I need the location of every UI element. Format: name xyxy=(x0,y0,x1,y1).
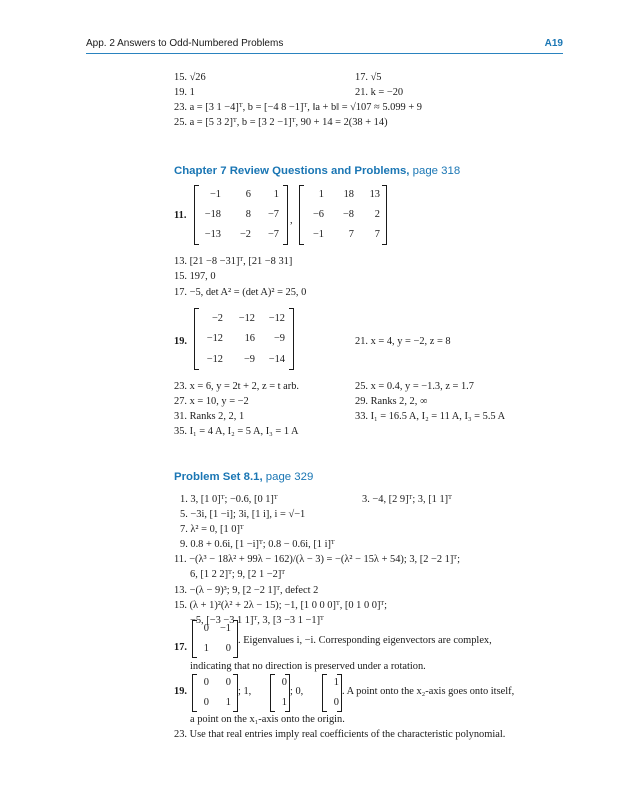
matrix-cell: 1 xyxy=(333,677,339,688)
matrix-cell: −7 xyxy=(267,229,279,240)
ch7-answer-29: 29. Ranks 2, 2, ∞ xyxy=(355,396,428,407)
matrix-cell: 0 xyxy=(333,697,339,708)
matrix-cell: 0 xyxy=(203,697,209,708)
ch7-answer-23: 23. x = 6, y = 2t + 2, z = t arb. xyxy=(174,381,300,392)
matrix-cell: −8 xyxy=(342,209,354,220)
s81-problem-17-label: 17. xyxy=(174,642,187,653)
chapter7-heading xyxy=(174,165,460,177)
s81-answer-7: 7. λ² = 0, [1 0]ᵀ xyxy=(180,524,244,535)
s81-answer-23: 23. Use that real entries imply real coefficients of the characteristic polynomial. xyxy=(174,729,506,740)
matrix-cell: 0 xyxy=(203,677,209,688)
matrix-cell: 0 xyxy=(225,677,231,688)
header-title: App. 2 Answers to Odd-Numbered Problems xyxy=(86,38,284,49)
matrix-cell: −12 xyxy=(206,333,223,344)
s81-p19-mid1: ; 1, xyxy=(238,686,252,697)
chapter7-heading-bold: Chapter 7 Review Questions and Problems, xyxy=(174,165,410,177)
matrix-cell: 7 xyxy=(348,229,354,240)
matrix-cell: −13 xyxy=(204,229,221,240)
ch7-answer-25: 25. x = 0.4, y = −1.3, z = 1.7 xyxy=(355,381,474,392)
s81-answer-13: 13. −(λ − 9)³; 9, [2 −2 1]ᵀ, defect 2 xyxy=(174,585,319,596)
s81-answer-5: 5. −3i, [1 −i]; 3i, [1 i], i = √−1 xyxy=(180,509,306,520)
s81-answer-15b: −5, [−3 −3 1 1]ᵀ, 3, [3 −3 1 −1]ᵀ xyxy=(190,615,324,626)
matrix-cell: −2 xyxy=(211,313,223,324)
s81-p19-vector-2 xyxy=(322,674,342,712)
matrix-separator: , xyxy=(290,215,293,226)
matrix-cell: −9 xyxy=(273,333,285,344)
answer-15: 15. √26 xyxy=(174,72,206,83)
matrix-cell: −2 xyxy=(239,229,251,240)
s81-answer-11b: 6, [1 2 2]ᵀ; 9, [2 1 −2]ᵀ xyxy=(190,569,286,580)
matrix-cell: 18 xyxy=(343,189,354,200)
s81-answer-17-cont: indicating that no direction is preserved under a rotation. xyxy=(190,661,426,672)
matrix-cell: −12 xyxy=(268,313,285,324)
header-rule xyxy=(86,53,563,54)
matrix-cell: 1 xyxy=(281,697,287,708)
s81-answer-17-text: . Eigenvalues i, −i. Corresponding eigenvectors are complex, xyxy=(238,635,492,646)
ch7-answer-31: 31. Ranks 2, 2, 1 xyxy=(174,411,245,422)
ch7-answer-33: 33. I₁ = 16.5 A, I₂ = 11 A, I₃ = 5.5 A xyxy=(355,411,506,422)
matrix-cell: −1 xyxy=(312,229,324,240)
ch7-p19-matrix xyxy=(194,308,294,370)
matrix-cell: 2 xyxy=(374,209,380,220)
matrix-cell: 0 xyxy=(281,677,287,688)
s81-answer-1: 1. 3, [1 0]ᵀ; −0.6, [0 1]ᵀ xyxy=(180,494,278,505)
s81-answer-19-cont: a point on the x₁-axis onto the origin. xyxy=(190,714,345,725)
matrix-cell: 1 xyxy=(318,189,324,200)
ch7-answer-35: 35. I₁ = 4 A, I₂ = 5 A, I₃ = 1 A xyxy=(174,426,299,437)
matrix-cell: 0 xyxy=(203,623,209,634)
s81-p19-vector-1 xyxy=(270,674,290,712)
matrix-cell: 1 xyxy=(203,643,209,654)
answer-23: 23. a = [3 1 −4]ᵀ, b = [−4 8 −1]ᵀ, ‖a + b‖ = √107 ≈ 5.099 + 9 xyxy=(174,102,422,113)
matrix-cell: −12 xyxy=(206,354,223,365)
matrix-cell: 1 xyxy=(225,697,231,708)
ch7-problem-11-label: 11. xyxy=(174,210,187,221)
matrix-cell: 0 xyxy=(225,643,231,654)
running-header xyxy=(86,38,563,56)
matrix-cell: 8 xyxy=(245,209,251,220)
ch7-answer-21: 21. x = 4, y = −2, z = 8 xyxy=(355,336,451,347)
s81-answer-15a: 15. (λ + 1)²(λ² + 2λ − 15); −1, [1 0 0 0]ᵀ, [0 1 0 0]ᵀ; xyxy=(174,600,388,611)
ch7-answer-15: 15. 197, 0 xyxy=(174,271,216,282)
s81-problem-19-label: 19. xyxy=(174,686,187,697)
chapter7-heading-page: page 318 xyxy=(409,165,461,177)
set81-heading-page: page 329 xyxy=(262,471,314,483)
matrix-cell: −1 xyxy=(219,623,231,634)
answer-25: 25. a = [5 3 2]ᵀ, b = [3 2 −1]ᵀ, 90 + 14 = 2(38 + 14) xyxy=(174,117,388,128)
matrix-cell: −14 xyxy=(268,354,285,365)
s81-answer-9: 9. 0.8 + 0.6i, [1 −i]ᵀ; 0.8 − 0.6i, [1 i]ᵀ xyxy=(180,539,335,550)
answer-17: 17. √5 xyxy=(355,72,382,83)
ch7-p11-matrix-b xyxy=(299,185,387,245)
matrix-cell: 6 xyxy=(245,189,251,200)
s81-answer-11a: 11. −(λ³ − 18λ² + 99λ − 162)/(λ − 3) = −(λ² − 15λ + 54); 3, [2 −2 1]ᵀ; xyxy=(174,554,460,565)
s81-p19-mid2: ; 0, xyxy=(290,686,304,697)
matrix-cell: 16 xyxy=(244,333,255,344)
s81-p17-matrix xyxy=(192,620,238,658)
answer-21: 21. k = −20 xyxy=(355,87,404,98)
ch7-problem-19-label: 19. xyxy=(174,336,187,347)
s81-answer-19-text: . A point onto the x₂-axis goes onto itself, xyxy=(342,686,515,697)
s81-p19-matrix xyxy=(192,674,238,712)
set81-heading xyxy=(174,471,313,483)
matrix-cell: 7 xyxy=(374,229,380,240)
matrix-cell: −1 xyxy=(209,189,221,200)
matrix-cell: −18 xyxy=(204,209,221,220)
matrix-cell: 1 xyxy=(273,189,279,200)
ch7-p11-matrix-a xyxy=(194,185,288,245)
matrix-cell: −7 xyxy=(267,209,279,220)
answer-19: 19. 1 xyxy=(174,87,195,98)
set81-heading-bold: Problem Set 8.1, xyxy=(174,471,263,483)
page-number: A19 xyxy=(544,38,563,49)
s81-answer-3: 3. −4, [2 9]ᵀ; 3, [1 1]ᵀ xyxy=(362,494,452,505)
matrix-cell: 13 xyxy=(369,189,380,200)
ch7-answer-13: 13. [21 −8 −31]ᵀ, [21 −8 31] xyxy=(174,256,293,267)
matrix-cell: −9 xyxy=(243,354,255,365)
matrix-cell: −12 xyxy=(238,313,255,324)
ch7-answer-27: 27. x = 10, y = −2 xyxy=(174,396,249,407)
ch7-answer-17: 17. −5, det A² = (det A)² = 25, 0 xyxy=(174,287,307,298)
matrix-cell: −6 xyxy=(312,209,324,220)
